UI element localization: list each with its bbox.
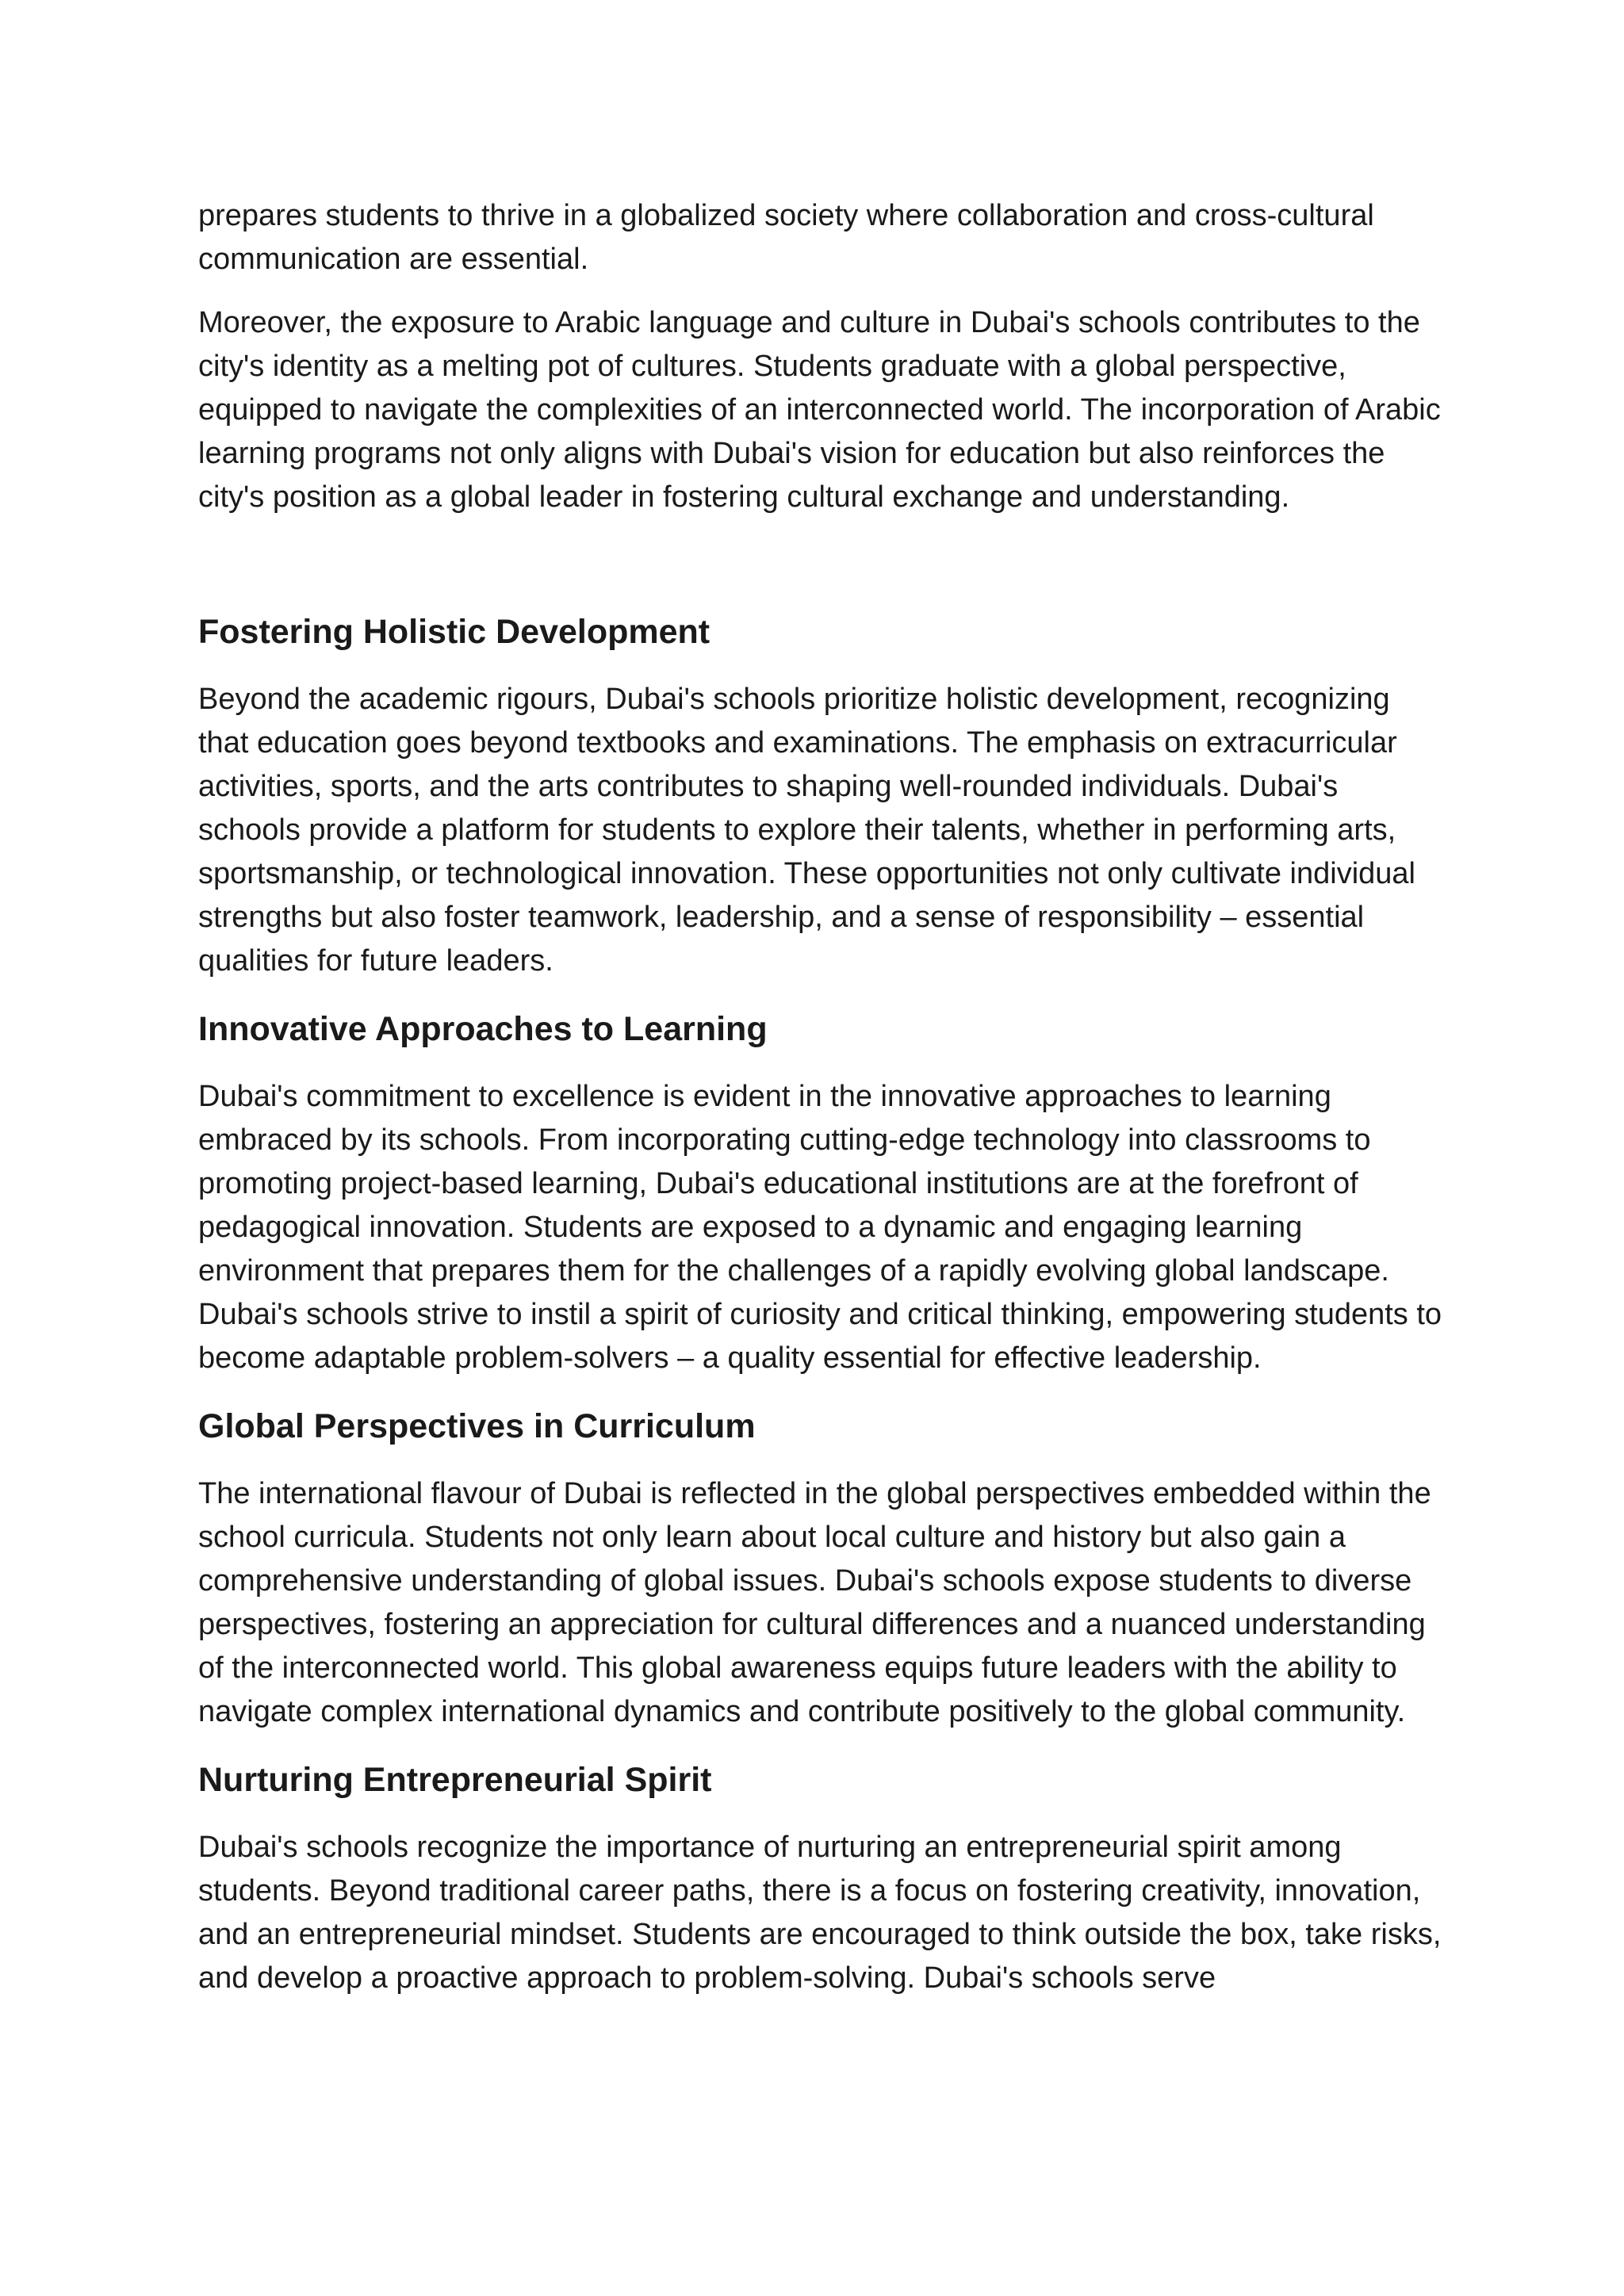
document-page [198,194,1443,2000]
paragraph-holistic-development: Beyond the academic rigours, Dubai's schools prioritize holistic development, recognizing that education goes beyond textbooks and examinations. The emphasis on extracurricular activities, sports, and the arts contributes to shaping well-rounded individuals. Dubai's schools provide a platform for students to explore their talents, whether in performing arts, sportsmanship, or technological innovation. These opportunities not only cultivate individual strengths but also foster teamwork, leadership, and a sense of responsibility – essential qualities for future leaders. [198,683,1415,978]
paragraph-arabic-exposure: Moreover, the exposure to Arabic language and culture in Dubai's schools contributes to the city's identity as a melting pot of cultures. Students graduate with a global perspective, equipped to navigate the complexities of an interconnected world. The incorporation of Arabic learning programs not only aligns with Dubai's vision for education but also reinforces the city's position as a global leader in fostering cultural exchange and understanding. [198,306,1441,514]
heading-holistic-development: Fostering Holistic Development [198,613,710,651]
paragraph-intro-continuation: prepares students to thrive in a globalized society where collaboration and cross-cultural communication are essential. [198,199,1374,276]
paragraph-innovative-approaches: Dubai's commitment to excellence is evident in the innovative approaches to learning embraced by its schools. From incorporating cutting-edge technology into classrooms to promoting project-based learning, Dubai's educational institutions are at the forefront of pedagogical innovation. Students are exposed to a dynamic and engaging learning environment that prepares them for the challenges of a rapidly evolving global landscape. Dubai's schools strive to instil a spirit of curiosity and critical thinking, empowering students to become adaptable problem-solvers – a quality essential for effective leadership. [198,1080,1442,1375]
paragraph-entrepreneurial-spirit: Dubai's schools recognize the importance of nurturing an entrepreneurial spirit among students. Beyond traditional career paths, there is a focus on fostering creativity, innovation, and an entrepreneurial mindset. Students are encouraged to think outside the box, take risks, and develop a proactive approach to problem-solving. Dubai's schools serve [198,1831,1442,1995]
paragraph-global-perspectives: The international flavour of Dubai is reflected in the global perspectives embedded within the school curricula. Students not only learn about local culture and history but also gain a comprehensive understanding of global issues. Dubai's schools expose students to diverse perspectives, fostering an appreciation for cultural differences and a nuanced understanding of the interconnected world. This global awareness equips future leaders with the ability to navigate complex international dynamics and contribute positively to the global community. [198,1477,1431,1728]
heading-global-perspectives: Global Perspectives in Curriculum [198,1407,756,1445]
heading-entrepreneurial-spirit: Nurturing Entrepreneurial Spirit [198,1761,712,1799]
heading-innovative-approaches: Innovative Approaches to Learning [198,1010,768,1048]
